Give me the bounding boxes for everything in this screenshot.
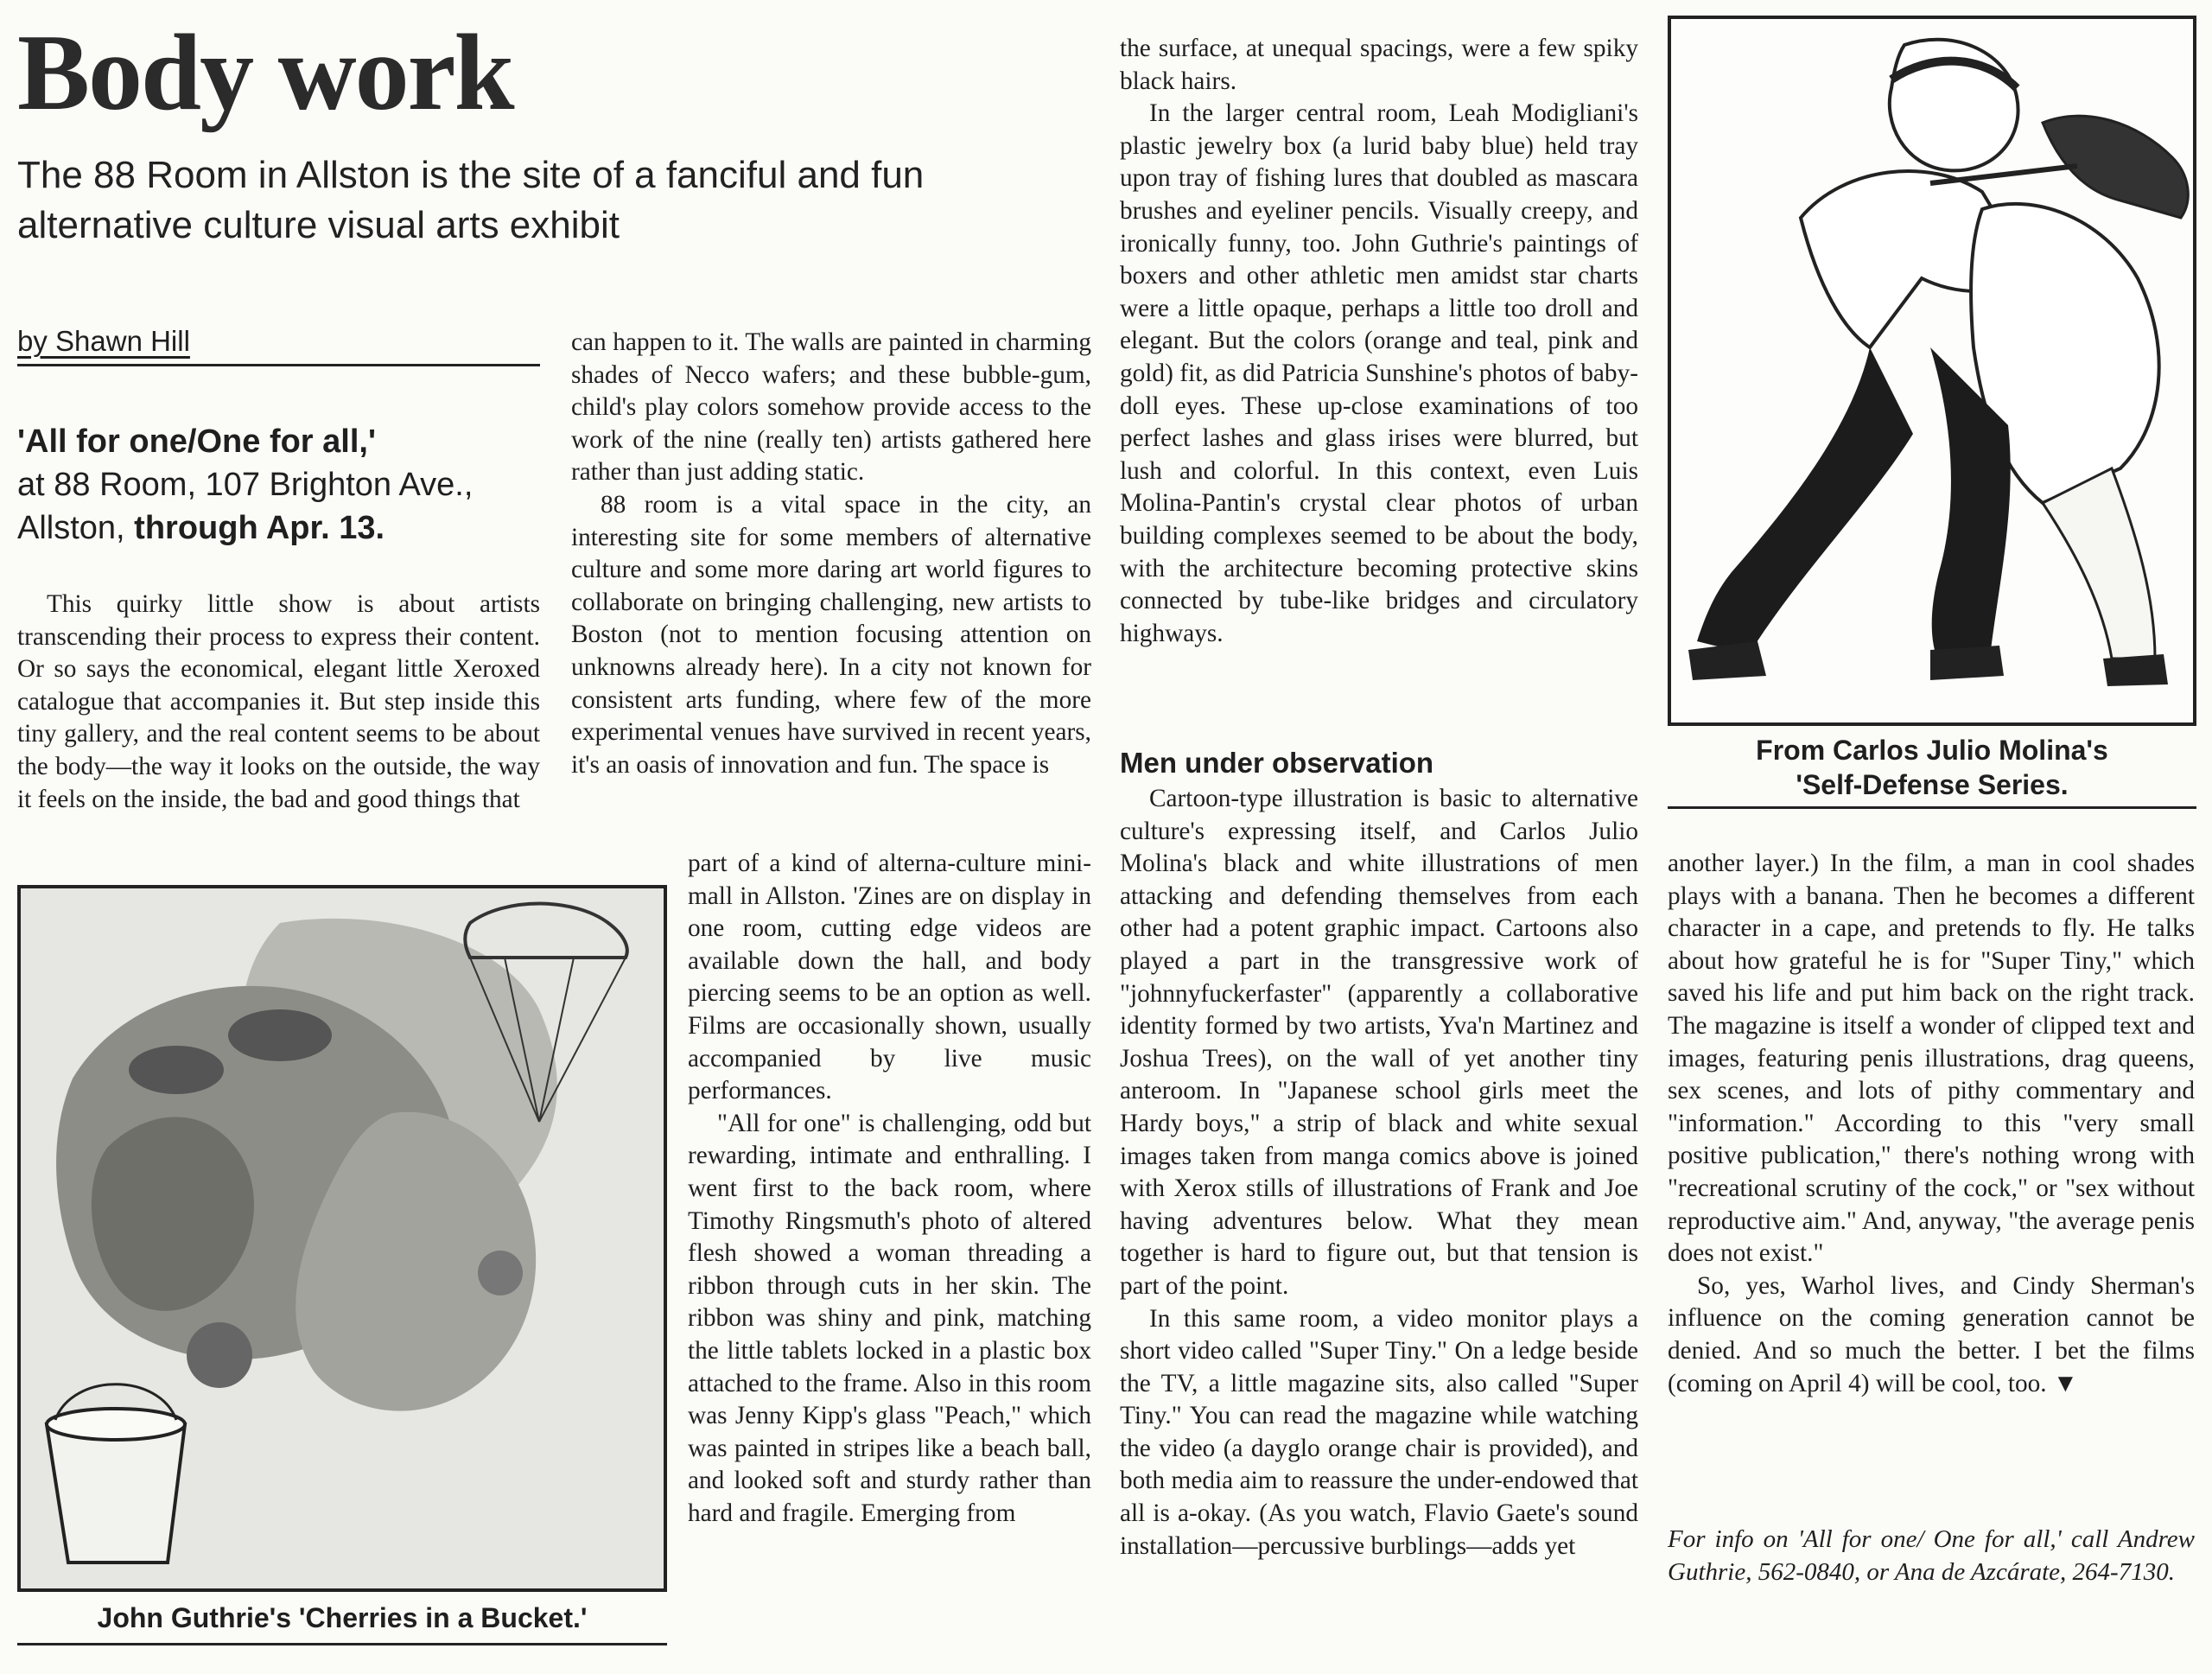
paragraph: In this same room, a video monitor plays a short video called "Super Tiny." On a ledge beside the TV, a little magazine sits, also called "Super Tiny." You can read the magazine while watching the video (a dayglo orange chair is provided), and both media aim to reassure the under-endowed that all is a-okay. (As you watch, Flavio Gaete's sound installation—percussive burblings—adds yet (1120, 1304, 1638, 1560)
caption-line: 'Self-Defense Series. (1796, 769, 2069, 800)
paragraph: part of a kind of alterna-culture mini-mall in Allston. 'Zines are on display in one room, cutting edge videos are available down the hall, and body piercing seems to be an option as well. Films are occasionally shown, usually accompanied by live music performances. (688, 850, 1091, 1105)
column-3-bottom (1120, 783, 1638, 1563)
paragraph: "All for one" is challenging, odd but rewarding, intimate and enthralling. I went first to the back room, where Timothy Ringsmuth's photo of altered flesh showed a woman threading a ribbon through cuts in her skin. The ribbon was shiny and pink, matching the little tablets locked in a plastic box attached to the frame. Also in this room was Jenny Kipp's glass "Peach," which was painted in stripes like a beach ball, and looked soft and sturdy rather than hard and fragile. Emerging from (688, 1109, 1091, 1527)
column-3-top (1120, 33, 1638, 650)
headline: Body work (17, 13, 513, 133)
column-2 (571, 327, 1091, 781)
caption-rule-left (17, 1643, 667, 1645)
figure-self-defense-series (1668, 16, 2196, 726)
column-4 (1668, 848, 2195, 1400)
exhibit-venue: at 88 Room, 107 Brighton Ave., (17, 467, 474, 503)
byline-rule (17, 364, 540, 366)
paragraph (1668, 1270, 2195, 1400)
paragraph: Cartoon-type illustration is basic to alternative culture's expressing itself, and Carlos Julio Molina's black and white illustrations of men attacking and defending themselves from each other had a potent graphic impact. Cartoons also played a part in the transgressive work of "johnnyfuckerfaster" (apparently a collaborative identity formed by two artists, Yva'n Martinez and Joshua Trees), on the wall of yet another tiny anteroom. In "Japanese school girls meet the Hardy boys," a strip of black and white sexual images taken from manga comics above is joined with Xerox stills of illustrations of Frank and Joe having adventures below. What they mean together is hard to figure out, but that tension is part of the point. (1120, 785, 1638, 1300)
paragraph: the surface, at unequal spacings, were a few spiky black hairs. (1120, 35, 1638, 95)
exhibit-dates: through Apr. 13. (134, 510, 385, 546)
paragraph: another layer.) In the film, a man in cool shades plays with a banana. Then he becomes a different character in a cape, and pretends to fly. He talks about how grateful he is for "Super Tiny," which saved his life and put him back on the right track. The magazine is itself a wonder of clipped text and images, featuring penis illustrations, drag queens, sex scenes, and lots of pithy commentary and "information." According to this "very small positive publication," there's nothing wrong with "recreational scrutiny of the cock," or "sex without reproductive aim." And, anyway, "the average penis does not exist." (1668, 850, 2195, 1268)
subhead: Men under observation (1120, 747, 1434, 779)
paragraph: 88 room is a vital space in the city, an interesting site for some members of alternative culture and some more daring art world figures to collaborate on bringing challenging, new artists to Boston (not to mention focusing attention on unknowns already here). In a city not known for consistent arts funding, where few of the more experimental venues have survived in recent years, it's an oasis of innovation and fun. The space is (571, 490, 1091, 779)
closing-text: So, yes, Warhol lives, and Cindy Sherman's influence on the coming generation cannot be denied. And so much the better. I bet the films (coming on April 4) will be cool, too. (1668, 1271, 2195, 1397)
paragraph: can happen to it. The walls are painted in charming shades of Necco wafers; and these bubble-gum, child's play colors somehow provide access to the work of the nine (really ten) artists gathered here rather than just adding static. (571, 328, 1091, 487)
self-defense-illustration (1671, 19, 2193, 722)
exhibit-city: Allston, (17, 510, 135, 546)
caption-rule-right (1668, 806, 2196, 809)
caption-line: From Carlos Julio Molina's (1756, 735, 2108, 766)
paragraph: In the larger central room, Leah Modigliani's plastic jewelry box (a lurid baby blue) held tray upon tray of fishing lures that doubled as mascara brushes and eyeliner pencils. Visually creepy, and ironically funny, too. John Guthrie's paintings of boxers and other athletic men amidst star charts were a little opaque, perhaps a little too droll and elegant. But the colors (orange and teal, pink and gold) fit, as did Patricia Sunshine's photos of baby-doll eyes. These up-close examinations of too perfect lashes and glass irises were blurred, but lush and colorful. In this context, even Luis Molina-Pantin's crystal clear photos of urban building complexes seemed to be about the body, with the architecture becoming protective skins connected by tube-like bridges and circulatory highways. (1120, 99, 1638, 647)
figure-caption-right (1668, 733, 2196, 802)
figure-caption-left: John Guthrie's 'Cherries in a Bucket.' (97, 1602, 588, 1633)
deck-subtitle: The 88 Room in Allston is the site of a fanciful and fun alternative culture visual arts exhibit (17, 154, 925, 246)
byline: by Shawn Hill (17, 325, 190, 357)
exhibit-info (17, 420, 544, 550)
column-1 (17, 589, 540, 816)
figure-cherries-in-a-bucket (17, 885, 667, 1592)
cherries-in-a-bucket-image (21, 888, 664, 1588)
exhibit-title: 'All for one/One for all,' (17, 423, 376, 460)
column-2-continued (688, 848, 1091, 1530)
paragraph: This quirky little show is about artists transcending their process to express their content. Or so says the economical, elegant little Xeroxed catalogue that accompanies it. But step inside this tiny gallery, and the real content seems to be about the body—the way it looks on the outside, the way it feels on the inside, the bad and good things that (17, 590, 540, 813)
end-mark-icon: ▼ (2052, 1369, 2078, 1397)
info-credit: For info on 'All for one/ One for all,' call Andrew Guthrie, 562-0840, or Ana de Azcárate, 264-7130. (1668, 1525, 2195, 1586)
